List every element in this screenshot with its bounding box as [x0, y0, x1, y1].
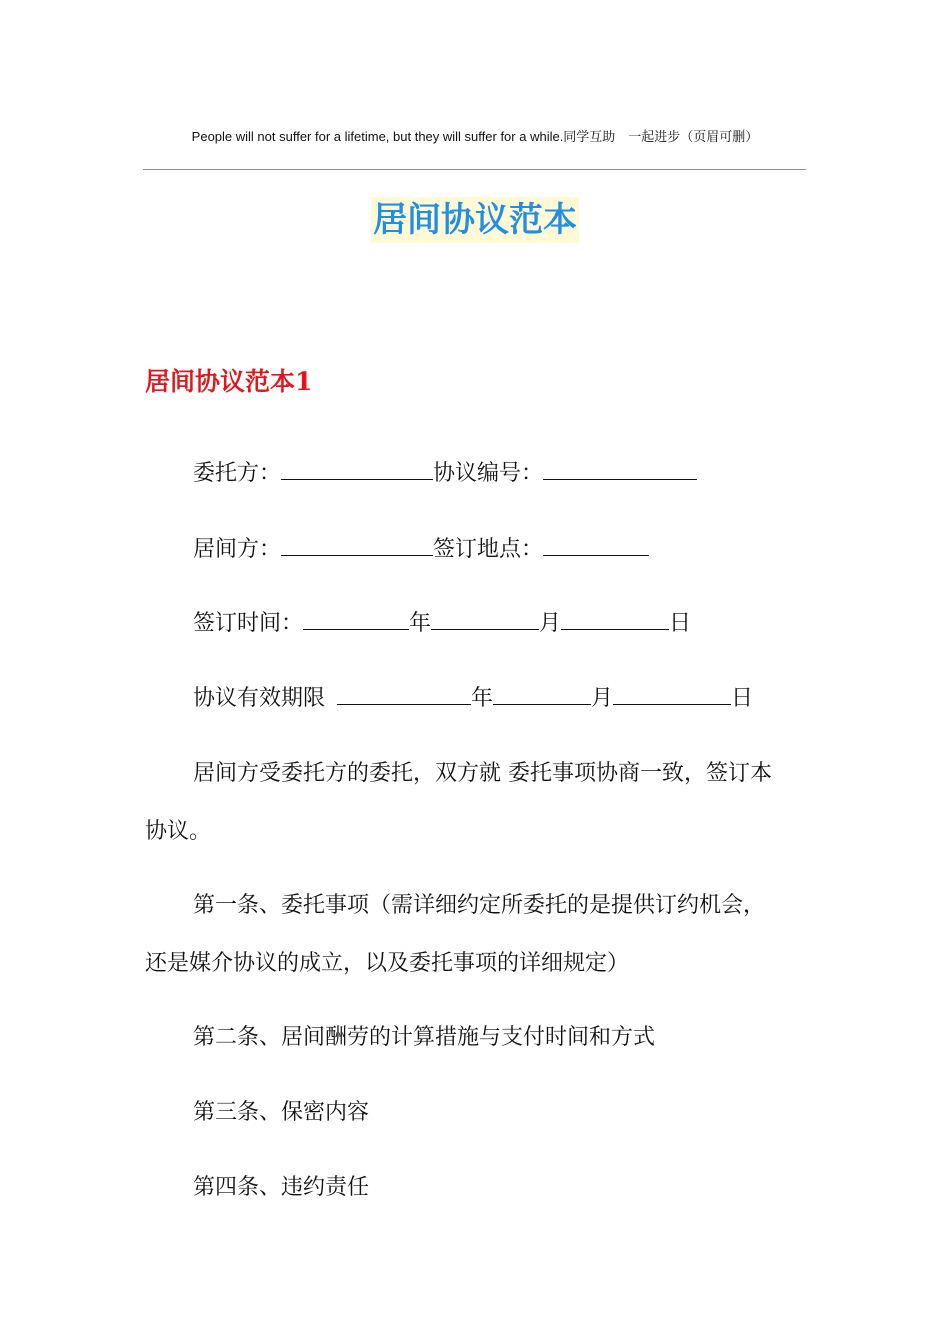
principal-line — [193, 456, 697, 487]
sign-year-label: 年 — [409, 611, 432, 636]
sign-month-blank — [431, 609, 539, 630]
intermediary-label: 居间方： — [193, 537, 282, 562]
intermediary-line — [193, 532, 649, 563]
section-title: 居间协议范本1 — [145, 367, 313, 396]
header-divider — [143, 169, 806, 170]
intro-line-2: 协议。 — [145, 819, 212, 844]
sign-place-blank — [543, 535, 649, 556]
article-1-line-2: 还是媒介协议的成立，以及委托事项的详细规定） — [145, 951, 630, 976]
agreement-no-label: 协议编号： — [433, 461, 544, 486]
page-header-text: People will not suffer for a lifetime, but they will suffer for a while.同学互助 一起进步（页眉可删） — [191, 129, 759, 144]
validity-year-label: 年 — [471, 686, 494, 711]
intro-line-1: 居间方受委托方的委托，双方就 委托事项协商一致，签订本 — [193, 761, 772, 786]
validity-year-blank — [337, 684, 471, 705]
agreement-no-blank — [543, 459, 697, 480]
sign-time-line — [193, 606, 691, 637]
article-3: 第三条、保密内容 — [193, 1100, 370, 1125]
validity-line — [193, 681, 753, 712]
validity-day-blank — [613, 684, 731, 705]
sign-day-label: 日 — [669, 611, 692, 636]
sign-place-label: 签订地点： — [433, 537, 544, 562]
article-2: 第二条、居间酬劳的计算措施与支付时间和方式 — [193, 1025, 656, 1050]
validity-month-blank — [493, 684, 591, 705]
article-4: 第四条、违约责任 — [193, 1175, 370, 1200]
sign-year-blank — [303, 609, 409, 630]
sign-month-label: 月 — [539, 611, 562, 636]
document-title-wrap — [0, 197, 950, 243]
principal-label: 委托方： — [193, 461, 282, 486]
document-title: 居间协议范本 — [371, 197, 579, 243]
validity-day-label: 日 — [731, 686, 754, 711]
validity-label: 协议有效期限 — [193, 686, 326, 711]
sign-time-label: 签订时间： — [193, 611, 304, 636]
article-1-line-1: 第一条、委托事项（需详细约定所委托的是提供订约机会， — [193, 893, 766, 918]
sign-day-blank — [561, 609, 669, 630]
intermediary-blank — [281, 535, 433, 556]
validity-month-label: 月 — [591, 686, 614, 711]
principal-blank — [281, 459, 433, 480]
